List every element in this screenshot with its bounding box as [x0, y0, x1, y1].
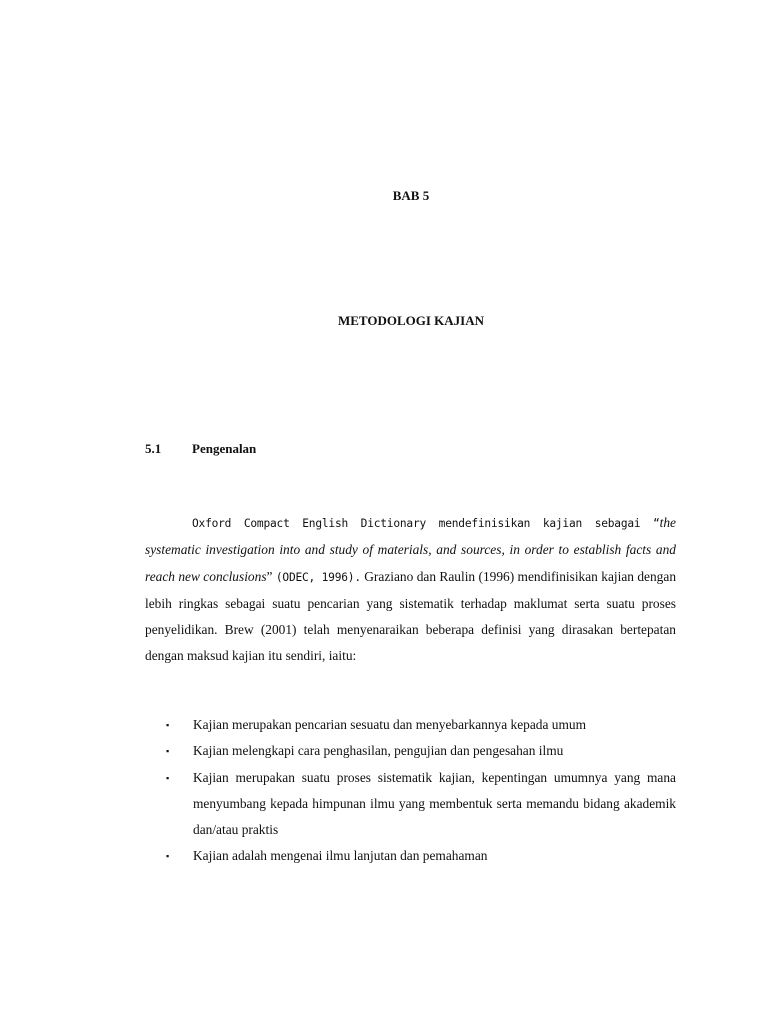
bullet-marker: ▪	[166, 772, 170, 783]
paragraph-rest: Graziano dan Raulin (1996) mendifinisikan kajian dengan lebih ringkas sebagai suatu pencarian yang sistematik terhadap maklumat serta suatu proses penyelidikan. Brew (2001) telah menyenaraikan beberapa definisi yang dirasakan bertepatan dengan maksud kajian itu sendiri, iaitu:	[145, 568, 677, 664]
bullet-marker: ▪	[166, 851, 170, 862]
section-title: Pengenalan	[192, 441, 257, 456]
bullet-marker: ▪	[166, 720, 170, 730]
list-item	[166, 712, 676, 738]
list-item-text: Kajian melengkapi cara penghasilan, pengujian dan pengesahan ilmu	[193, 743, 564, 759]
quote-close: ”	[266, 568, 276, 584]
list-item-text: Kajian merupakan suatu proses sistematik kajian, kepentingan umumnya yang mana menyumbang kepada himpunan ilmu yang membentuk serta memandu bidang akademik dan/atau praktis	[193, 769, 676, 838]
list-item-text: Kajian merupakan pencarian sesuatu dan menyebarkannya kepada umum	[193, 717, 587, 732]
definition-quote: the systematic investigation into and study of materials, and sources, in order to establish facts and reach new conclusions	[145, 515, 676, 584]
section-number: 5.1	[145, 441, 162, 456]
bullet-marker: ▪	[166, 746, 170, 757]
list-item	[166, 765, 676, 844]
body-paragraph	[145, 510, 676, 670]
paragraph-intro: Oxford Compact English Dictionary mendefinisikan kajian sebagai “	[192, 517, 660, 530]
list-item-text: Kajian adalah mengenai ilmu lanjutan dan pemahaman	[193, 848, 488, 864]
chapter-title: METODOLOGI KAJIAN	[337, 313, 485, 328]
definition-list	[166, 712, 676, 870]
list-item	[166, 738, 676, 764]
list-item	[166, 843, 676, 869]
citation-odec: (ODEC, 1996).	[275, 570, 361, 584]
chapter-heading: BAB 5	[392, 188, 430, 203]
